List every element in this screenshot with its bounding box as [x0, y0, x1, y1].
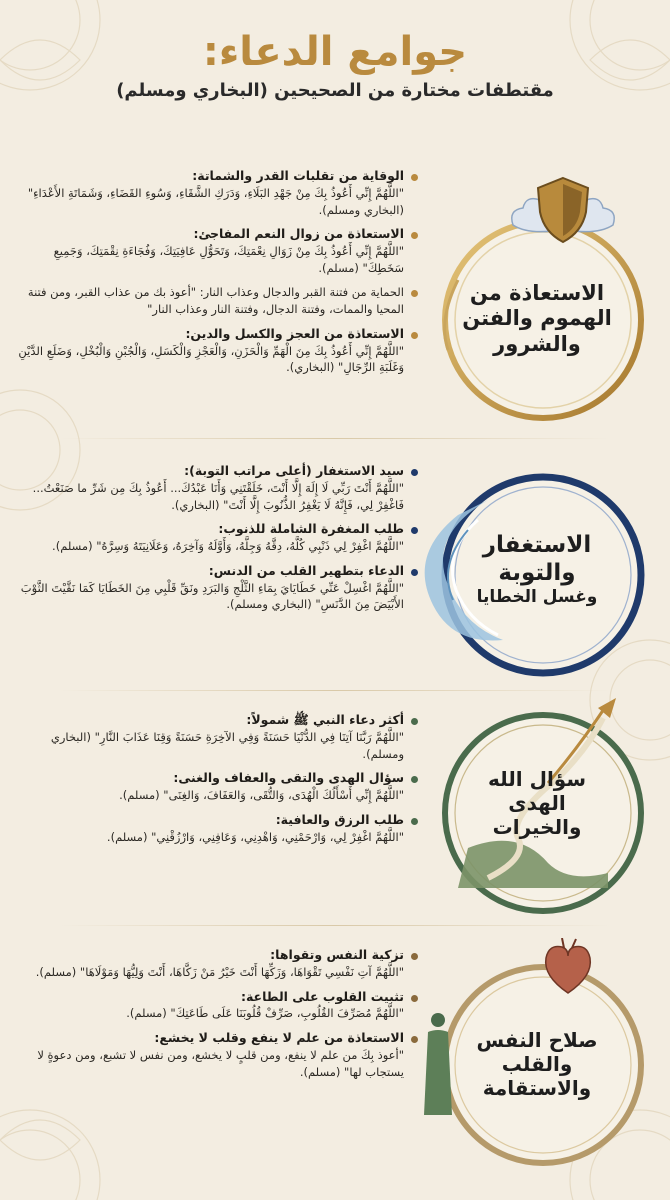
label-line: الاستعاذة من: [469, 281, 605, 306]
item-text: "اللَّهُمَّ مُصَرِّفَ القُلُوبِ، صَرِّفْ قُلُوبَنَا عَلَى طَاعَتِكَ" (مسلم).: [126, 1006, 404, 1021]
item-text: "اللَّهُمَّ إِنِّي أَعُوذُ بِكَ مِنْ زَوَالِ نِعْمَتِكَ، وَتَحَوُّلِ عَافِيَتِكَ، وَفُجَاءَةِ نِقْمَتِكَ، وَجَمِيعِ سَخَطِكَ" (مسلم).: [53, 244, 404, 275]
section-istighfar-circle: [418, 455, 648, 685]
section-istiadha: [12, 160, 658, 430]
item-text: "اللَّهُمَّ آتِ نَفْسِي تَقْوَاهَا، وَزَكِّهَا أَنْتَ خَيْرُ مَنْ زَكَّاهَا، أَنْتَ وَلِيُّهَا وَمَوْلَاهَا" (مسلم).: [35, 964, 404, 979]
list-item: [18, 326, 418, 376]
label-line: وغسل الخطايا: [476, 587, 598, 608]
list-item: [18, 989, 418, 1023]
section-istiadha-list: [18, 168, 418, 384]
label-line: والخيرات: [492, 815, 582, 839]
item-title: طلب الرزق والعافية:: [275, 811, 404, 827]
item-text: "اللَّهُمَّ اغْفِرْ لِي ذَنْبِي كُلَّهُ، دِقَّهُ وَجِلَّهُ، وَأَوَّلَهُ وَآخِرَهُ، وَعَلَانِيَتَهُ وَسِرَّهُ" (مسلم).: [52, 539, 404, 554]
label-line: الاستغفار: [482, 532, 592, 559]
item-text: "اللَّهُمَّ رَبَّنَا آتِنَا فِي الدُّنْيَا حَسَنَةً وَفِي الآخِرَةِ حَسَنَةً وَقِنَا عَذَابَ النَّارِ" (البخاري ومسلم).: [50, 729, 404, 761]
list-item: [18, 947, 418, 981]
page-title: جوامع الدعاء:: [202, 29, 468, 75]
label-line: والاستقامة: [482, 1076, 592, 1100]
section-huda-label: [456, 688, 618, 918]
item-title: سيد الاستغفار (أعلى مراتب التوبة):: [184, 463, 404, 478]
section-istighfar: [12, 455, 658, 685]
section-istiadha-circle: [418, 200, 648, 430]
label-line: سؤال الله الهدى: [487, 767, 587, 815]
label-line: الهموم والفتن: [462, 306, 612, 331]
section-istiadha-label: [456, 200, 618, 430]
list-item: [18, 463, 418, 513]
item-text: "أعوذ بِكَ من علم لا ينفع، ومن قلبٍ لا يخشع، ومن نفس لا تشبع، ومن دعوةٍ لا يستجاب لها" (مسلم).: [37, 1047, 404, 1079]
list-item: [18, 1030, 418, 1080]
label-line: صلاح النفس: [476, 1028, 598, 1052]
item-text: "اللَّهُمَّ اغْسِلْ عَنِّي خَطَايَايَ بِمَاءِ الثَّلْجِ وَالبَرَدِ ونَقِّ قَلْبِي مِنَ الخَطَايَا كَمَا نَقَّيْتَ الثَّوْبَ الأَبْيَضَ مِنَ الدَّنَسِ" (البخاري ومسلم).: [20, 580, 404, 612]
item-title: الحماية من فتنة القبر والدجال وعذاب النار: "أعوذ بك من عذاب القبر، ومن فتنة المحيا والممات، وفتنة الدجال، وفتنة النار وعذاب النار": [27, 285, 404, 317]
list-item: [18, 812, 418, 846]
item-title: الاستعاذة من زوال النعم المفاجئ:: [193, 226, 404, 242]
section-divider: [60, 925, 610, 926]
label-line: والتوبة: [498, 559, 576, 586]
item-title: طلب المغفرة الشاملة للذنوب:: [218, 521, 404, 537]
list-item: [18, 563, 418, 613]
standing-figure-icon: [418, 1010, 458, 1120]
item-title: تثبيت القلوب على الطاعة:: [240, 988, 404, 1004]
item-text: "اللَّهُمَّ إِنِّي أَعُوذُ بِكَ مِنَ الْهَمِّ وَالْحَزَنِ، وَالْعَجْزِ وَالْكَسَلِ، وَالْجُبْنِ وَالْبُخْلِ، وَضَلَعِ الدَّيْنِ وَغَلَبَةِ الرِّجَالِ" (البخاري).: [18, 343, 404, 375]
item-title: الاستعاذة من علم لا ينفع وقلب لا يخشع:: [154, 1030, 404, 1046]
item-title: الوقاية من تقلبات القدر والشماتة:: [192, 168, 404, 183]
label-line: والشرور: [493, 331, 581, 356]
list-item: [18, 284, 418, 317]
section-huda: [12, 708, 658, 918]
section-salah-nafs-list: [18, 947, 418, 1088]
section-salah-nafs-circle: [418, 940, 648, 1170]
list-item: [18, 226, 418, 276]
item-title: تزكية النفس وتقواها:: [270, 947, 404, 962]
item-title: الاستعاذة من العجز والكسل والدين:: [185, 325, 404, 341]
page-subtitle: مقتطفات مختارة من الصحيحين (البخاري ومسلم): [116, 80, 554, 101]
section-salah-nafs-label: [456, 940, 618, 1170]
item-text: "اللَّهُمَّ اغْفِرْ لِي، وَارْحَمْنِي، وَاهْدِنِي، وَعَافِنِي، وَارْزُقْنِي" (مسلم).: [106, 829, 404, 844]
list-item: [18, 712, 418, 762]
label-line: والقلب: [501, 1052, 573, 1076]
list-item: [18, 770, 418, 804]
item-text: "اللَّهُمَّ إِنِّي أَعُوذُ بِكَ مِنْ جَهْدِ البَلَاءِ، وَدَرَكِ الشَّقَاءِ، وَسُوءِ القَضَاءِ، وَشَمَاتَةِ الأَعْدَاءِ" (البخاري ومسلم).: [27, 185, 404, 217]
item-title: الدعاء بتطهير القلب من الدنس:: [208, 562, 404, 578]
section-huda-list: [18, 712, 418, 853]
section-istighfar-label: [456, 455, 618, 685]
section-istighfar-list: [18, 463, 418, 621]
item-title: سؤال الهدى والتقى والعفاف والغنى:: [173, 770, 404, 786]
section-divider: [60, 438, 610, 439]
section-huda-circle: [418, 688, 648, 918]
item-text: "اللَّهُمَّ أَنْتَ رَبِّي لَا إِلَهَ إِلَّا أَنْتَ، خَلَقْتَنِي وَأَنَا عَبْدُكَ... أَعُوذُ بِكَ مِن شَرِّ ما صَنَعْتُ... فَاغْفِرْ لِي، فَإِنَّهُ لَا يَغْفِرُ الذُّنُوبَ إِلَّا أَنْتَ" (البخاري).: [32, 480, 404, 512]
header: [0, 28, 670, 101]
list-item: [18, 521, 418, 555]
item-text: "اللَّهُمَّ إِنِّي أَسْأَلُكَ الْهُدَى، وَالتُّقَى، وَالعَفَافَ، وَالغِنَى" (مسلم).: [119, 788, 404, 803]
section-salah-nafs: [12, 945, 658, 1175]
list-item: [18, 168, 418, 218]
item-title: أكثر دعاء النبي ﷺ شمولاً:: [246, 712, 404, 727]
